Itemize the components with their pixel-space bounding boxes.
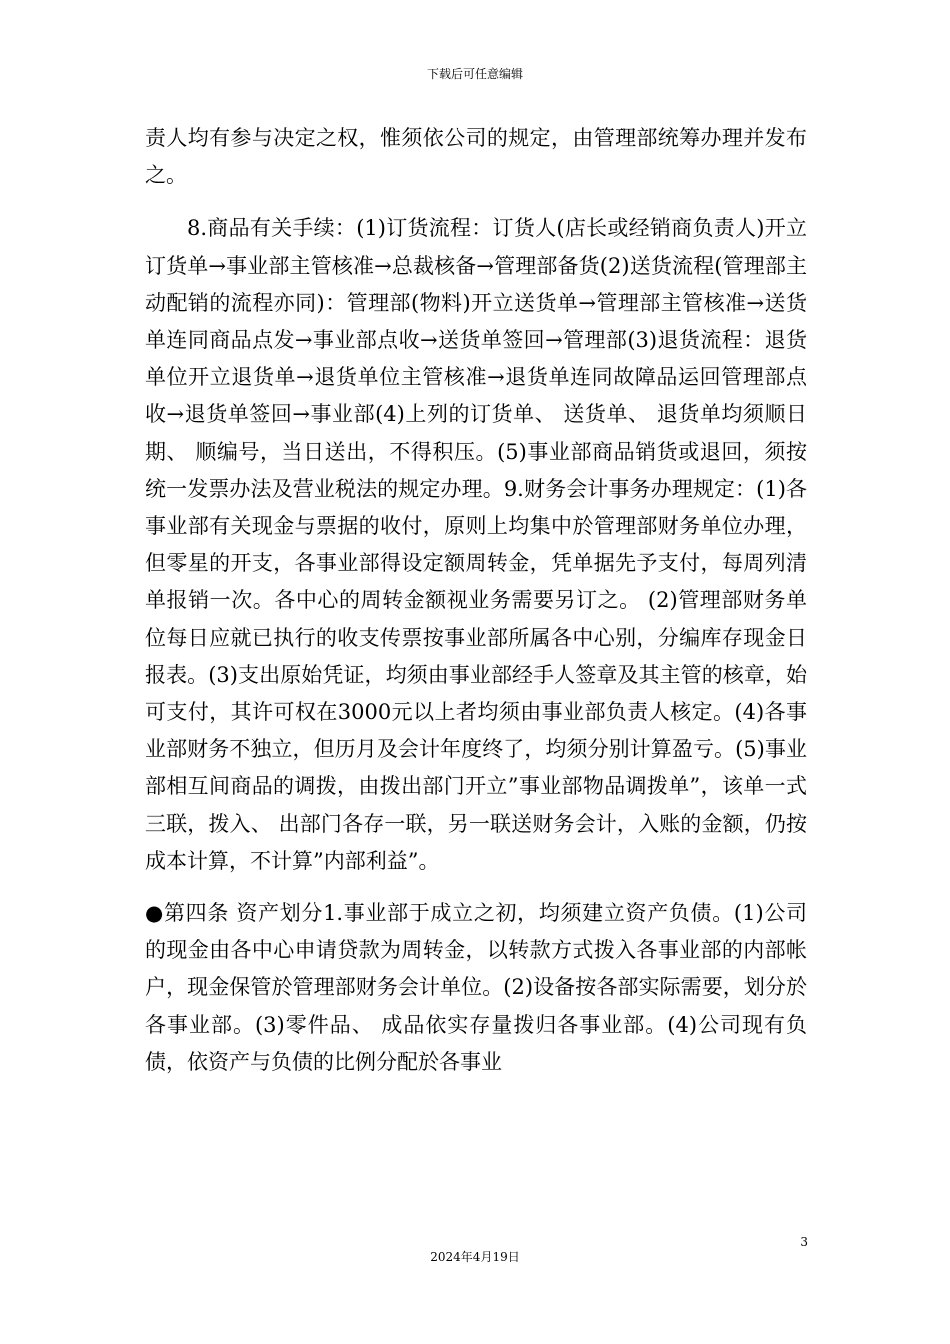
paragraph: ●第四条 资产划分1.事业部于成立之初，均须建立资产负债。(1)公司的现金由各中心申请贷款为周转金，以转款方式拨入各事业部的内部帐户，现金保管於管理部财务会计单位。(2)设备按各部实际需要，划分於各事业部。(3)零件品、 成品依实存量拨归各事业部。(4)公司现有负债，依资产与负债的比例分配於各事业 (145, 901, 807, 1074)
document-body (145, 120, 807, 1081)
page-header: 下载后可任意编辑 (426, 67, 523, 81)
page-number: 3 (800, 1235, 808, 1249)
paragraph: 8.商品有关手续：(1)订货流程：订货人(店长或经销商负责人)开立订货单→事业部主管核准→总裁核备→管理部备货(2)送货流程(管理部主动配销的流程亦同)：管理部(物料)开立送货单→管理部主管核准→送货单连同商品点发→事业部点收→送货单签回→管理部(3)退货流程：退货单位开立退货单→退货单位主管核准→退货单连同故障品运回管理部点收→退货单签回→事业部(4)上列的订货单、 送货单、 退货单均须顺日期、 顺编号，当日送出，不得积压。(5)事业部商品销货或退回，须按统一发票办法及营业税法的规定办理。9.财务会计事务办理规定：(1)各事业部有关现金与票据的收付，原则上均集中於管理部财务单位办理，但零星的开支，各事业部得设定额周转金，凭单据先予支付，每周列清单报销一次。各中心的周转金额视业务需要另订之。 (2)管理部财务单位每日应就已执行的收支传票按事业部所属各中心别，分编库存现金日报表。(3)支出原始凭证，均须由事业部经手人签章及其主管的核章，始可支付，其许可权在3000元以上者均须由事业部负责人核定。(4)各事业部财务不独立，但历月及会计年度终了，均须分别计算盈亏。(5)事业部相互间商品的调拨，由拨出部门开立”事业部物品调拨单”，该单一式三联，拨入、 出部门各存一联，另一联送财务会计，入账的金额，仍按成本计算，不计算”内部利益”。 (145, 216, 807, 873)
page-footer-date: 2024年4月19日 (430, 1250, 520, 1264)
paragraph: 责人均有参与决定之权，惟须依公司的规定，由管理部统筹办理并发布之。 (145, 126, 807, 188)
